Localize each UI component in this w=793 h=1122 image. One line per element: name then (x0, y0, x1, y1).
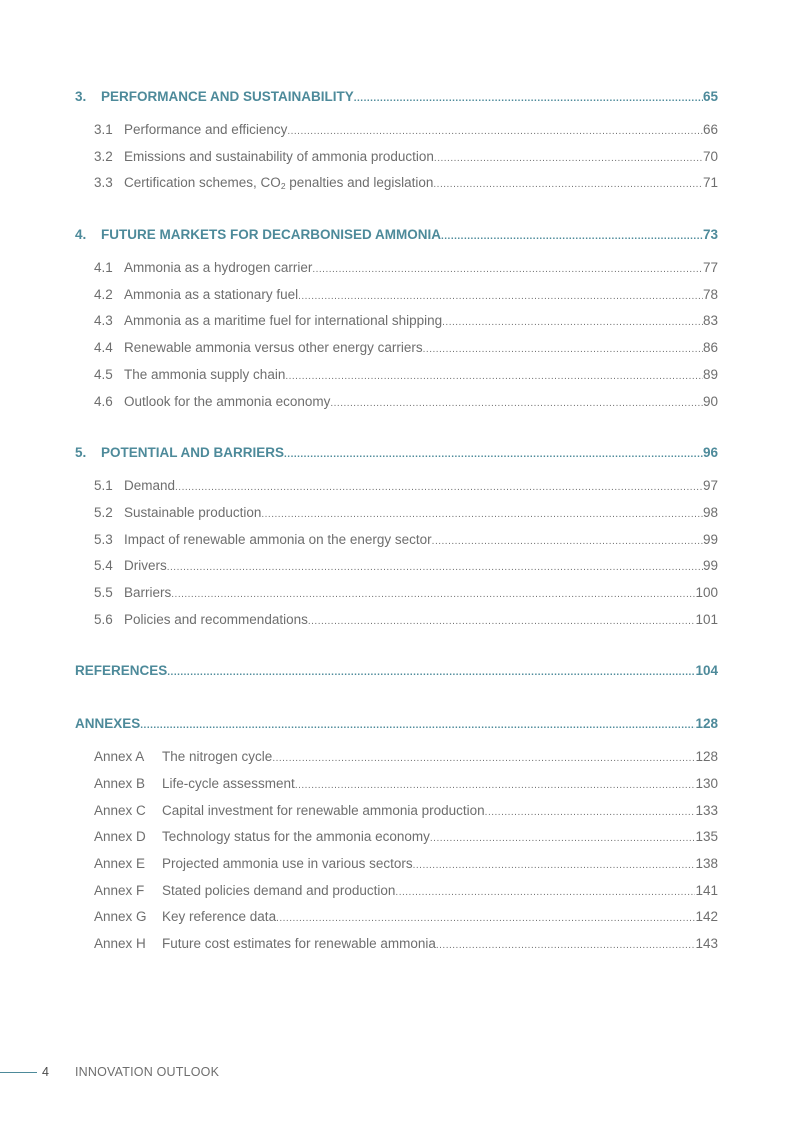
toc-page-number: 99 (703, 553, 718, 580)
toc-section-number: 3. (75, 89, 87, 104)
toc-page-number: 99 (703, 527, 718, 554)
footer-publication-title: INNOVATION OUTLOOK (75, 1065, 220, 1079)
toc-entry-3-3[interactable] (75, 170, 718, 197)
leader-dots (433, 172, 703, 197)
table-of-contents (75, 86, 718, 958)
toc-section-number: 5. (75, 445, 87, 461)
toc-entry-title: Demand (124, 478, 176, 494)
toc-entry-number: 5.6 (94, 611, 113, 627)
toc-entry-5-1[interactable] (75, 473, 718, 500)
toc-page-number: 66 (703, 117, 718, 144)
toc-annex-c[interactable] (75, 798, 718, 825)
toc-section-5[interactable] (75, 442, 718, 464)
leader-dots (171, 582, 695, 607)
toc-entry-title: Performance and efficiency (124, 122, 288, 137)
toc-entry-5-3[interactable] (75, 527, 718, 554)
toc-section-4[interactable] (75, 224, 718, 246)
toc-annex-h[interactable] (75, 931, 718, 958)
toc-page-number: 70 (703, 144, 718, 171)
toc-entry-number: 5.5 (94, 584, 113, 600)
toc-page-number: 143 (695, 931, 718, 958)
toc-entry-5-4[interactable] (75, 553, 718, 580)
toc-entry-number: Annex E (94, 856, 146, 872)
toc-page-number: 97 (703, 473, 718, 500)
toc-entry-number: Annex C (94, 802, 146, 818)
toc-entry-title: Barriers (124, 584, 172, 600)
toc-page-number: 101 (695, 607, 718, 634)
toc-entry-3-1[interactable] (75, 117, 718, 144)
toc-page-number: 90 (703, 389, 718, 416)
toc-annex-e[interactable] (75, 851, 718, 878)
toc-section-3[interactable] (75, 86, 718, 108)
toc-page-number: 100 (695, 580, 718, 607)
toc-entry-number: Annex B (94, 776, 146, 791)
toc-entry-number: Annex A (94, 749, 145, 765)
toc-annex-d[interactable] (75, 824, 718, 851)
toc-annex-a[interactable] (75, 744, 718, 771)
toc-page-number: 128 (695, 713, 718, 735)
toc-page-number: 65 (703, 86, 718, 108)
toc-entry-number: 5.4 (94, 558, 113, 574)
toc-annex-b[interactable] (75, 771, 718, 798)
leader-dots (167, 555, 703, 580)
toc-page-number: 133 (695, 798, 718, 825)
toc-page-number: 135 (695, 824, 718, 851)
toc-page-number: 86 (703, 335, 718, 362)
toc-entry-number: 5.1 (94, 478, 113, 494)
leader-dots (140, 715, 695, 735)
toc-entry-title: Key reference data (162, 909, 277, 925)
toc-entry-4-6[interactable] (75, 389, 718, 416)
toc-page-number: 73 (703, 224, 718, 246)
toc-page-number: 104 (695, 660, 718, 682)
toc-entry-number: 4.4 (94, 340, 113, 356)
toc-page-number: 141 (695, 878, 718, 905)
leader-dots (434, 146, 703, 171)
toc-entry-number: 5.2 (94, 504, 113, 520)
leader-dots (276, 906, 695, 931)
toc-entry-title: Ammonia as a stationary fuel (124, 286, 299, 302)
toc-page-number: 98 (703, 500, 718, 527)
leader-dots (261, 502, 703, 527)
leader-dots (485, 800, 696, 825)
toc-section-number: 4. (75, 227, 87, 243)
toc-page-number: 96 (703, 442, 718, 464)
toc-entry-number: 4.6 (94, 393, 113, 409)
toc-entry-number: 3.3 (94, 175, 113, 191)
toc-entry-title: Stated policies demand and production (162, 882, 396, 898)
toc-entry-title: Capital investment for renewable ammonia production (162, 802, 485, 818)
toc-entry-number: Annex H (94, 936, 146, 952)
toc-entry-4-4[interactable] (75, 335, 718, 362)
toc-entry-number: 4.3 (94, 313, 113, 329)
leader-dots (308, 609, 696, 634)
toc-page-number: 142 (695, 904, 718, 931)
leader-dots (395, 880, 695, 905)
toc-page-number: 71 (703, 170, 718, 197)
toc-entry-title: Renewable ammonia versus other energy carriers (124, 340, 423, 356)
toc-page-number: 138 (695, 851, 718, 878)
toc-entry-5-6[interactable] (75, 607, 718, 634)
toc-annexes[interactable] (75, 713, 718, 735)
toc-entry-number: 4.2 (94, 286, 113, 302)
leader-dots (284, 444, 703, 464)
leader-dots (441, 226, 703, 246)
toc-page-number: 77 (703, 255, 718, 282)
toc-entry-number: Annex F (94, 882, 145, 898)
toc-entry-title: Ammonia as a hydrogen carrier (124, 260, 313, 276)
leader-dots (272, 746, 695, 771)
leader-dots (285, 364, 703, 389)
toc-annex-f[interactable] (75, 878, 718, 905)
leader-dots (423, 337, 703, 362)
leader-dots (436, 933, 696, 958)
toc-entry-number: Annex G (94, 909, 147, 925)
toc-entry-4-5[interactable] (75, 362, 718, 389)
toc-entry-number: Annex D (94, 829, 146, 845)
leader-dots (413, 853, 696, 878)
leader-dots (295, 773, 696, 798)
toc-entry-title: Emissions and sustainability of ammonia production (124, 148, 434, 164)
toc-entry-title: The nitrogen cycle (162, 749, 273, 765)
leader-dots (442, 310, 703, 335)
toc-entry-title: Technology status for the ammonia economy (162, 829, 430, 845)
toc-entry-4-3[interactable] (75, 308, 718, 335)
toc-entry-number: 3.2 (94, 148, 113, 164)
toc-entry-5-5[interactable] (75, 580, 718, 607)
toc-entry-4-1[interactable] (75, 255, 718, 282)
toc-references[interactable] (75, 660, 718, 682)
toc-section-title: ANNEXES (75, 713, 140, 735)
footer-rule (0, 1072, 37, 1073)
toc-page-number: 78 (703, 282, 718, 309)
toc-entry-title: Impact of renewable ammonia on the energy sector (124, 531, 432, 547)
leader-dots (432, 529, 703, 554)
toc-entry-title: Drivers (124, 558, 167, 574)
toc-entry-title: Projected ammonia use in various sectors (162, 856, 413, 872)
toc-entry-title: Ammonia as a maritime fuel for international shipping (124, 313, 443, 329)
toc-entry-number: 5.3 (94, 531, 113, 547)
toc-section-title: PERFORMANCE AND SUSTAINABILITY (101, 89, 354, 104)
toc-entry-title: Future cost estimates for renewable ammonia (162, 936, 436, 952)
toc-entry-title: Policies and recommendations (124, 611, 308, 627)
toc-section-title: POTENTIAL AND BARRIERS (101, 445, 285, 461)
toc-entry-5-2[interactable] (75, 500, 718, 527)
leader-dots (354, 88, 703, 108)
toc-page-number: 83 (703, 308, 718, 335)
toc-section-title: FUTURE MARKETS FOR DECARBONISED AMMONIA (101, 227, 441, 243)
toc-annex-g[interactable] (75, 904, 718, 931)
toc-entry-title: Sustainable production (124, 504, 262, 520)
leader-dots (312, 257, 703, 282)
toc-entry-3-2[interactable] (75, 144, 718, 171)
leader-dots (167, 662, 695, 682)
toc-page-number: 89 (703, 362, 718, 389)
toc-entry-number: 3.1 (94, 122, 113, 137)
toc-entry-title: Life-cycle assessment (162, 776, 295, 791)
toc-entry-number: 4.1 (94, 260, 113, 276)
toc-page-number: 128 (695, 744, 718, 771)
toc-entry-number: 4.5 (94, 366, 113, 382)
leader-dots (298, 284, 703, 309)
leader-dots (175, 475, 703, 500)
toc-entry-title: Outlook for the ammonia economy (124, 393, 331, 409)
leader-dots (330, 391, 703, 416)
toc-entry-title: Certification schemes, $CO_2$ penalties and legislation (124, 175, 434, 192)
leader-dots (430, 826, 696, 851)
leader-dots (287, 119, 703, 144)
toc-section-title: REFERENCES (75, 660, 167, 682)
footer-page-number: 4 (42, 1065, 49, 1079)
toc-entry-title: The ammonia supply chain (124, 366, 286, 382)
toc-entry-4-2[interactable] (75, 282, 718, 309)
toc-page-number: 130 (695, 771, 718, 798)
